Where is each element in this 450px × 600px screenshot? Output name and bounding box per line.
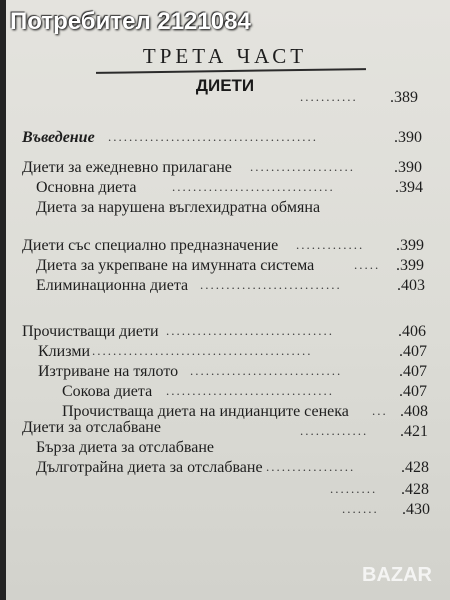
toc-entry: Прочистващи диети [22, 323, 159, 340]
toc-entry: Основна диета [36, 179, 137, 196]
toc-entry: Диета за укрепване на имунната система [36, 257, 315, 274]
toc-row [0, 276, 450, 296]
page-number: .407 [399, 363, 427, 380]
toc-row [0, 500, 450, 520]
toc-row [0, 362, 450, 382]
toc-entry: Диети за отслабване [22, 419, 161, 436]
toc-entry: Бърза диета за отслабване [36, 439, 215, 456]
bazar-logo: BAZAR [362, 564, 432, 586]
toc-row [0, 128, 450, 148]
toc-row [0, 256, 450, 276]
dot-leader: ............. [296, 237, 365, 252]
toc-entry: Клизми [38, 343, 90, 360]
dot-leader: ........................................ [108, 129, 318, 144]
toc-row [0, 88, 450, 108]
toc-row [0, 342, 450, 362]
toc-row [0, 322, 450, 342]
toc-entry: Диети със специално предназначение [22, 237, 279, 254]
toc-entry: Диети за ежедневно прилагане [22, 159, 232, 176]
dot-leader: ......... [330, 481, 378, 496]
dot-leader: ... [372, 403, 388, 418]
toc-entry: Диета за нарушена въглехидратна обмяна [36, 199, 321, 216]
page-number: .408 [400, 403, 428, 420]
toc-row [0, 418, 450, 438]
toc-row [0, 458, 450, 478]
toc-entry: Прочистваща диета на индианците сенека [62, 403, 349, 420]
dot-leader: ........................... [200, 277, 342, 292]
dot-leader: ........... [300, 89, 358, 104]
toc-row [0, 178, 450, 198]
page-number: .390 [394, 129, 422, 146]
toc-row [0, 480, 450, 500]
page-number: .389 [390, 89, 418, 106]
toc-row [0, 236, 450, 256]
dot-leader: ............................... [172, 179, 335, 194]
dot-leader: ................................ [166, 323, 334, 338]
toc-entry: Дълготрайна диета за отслабване [36, 459, 263, 476]
page-number: .406 [398, 323, 426, 340]
page-number: .421 [400, 423, 428, 440]
toc-row [0, 438, 450, 458]
page-number: .399 [396, 237, 424, 254]
toc-row [0, 158, 450, 178]
page-number: .407 [399, 383, 427, 400]
toc-row [0, 382, 450, 402]
page-number: .428 [401, 459, 429, 476]
dot-leader: ....... [342, 501, 379, 516]
part-title: ТРЕТА ЧАСТ [142, 44, 308, 68]
dot-leader: .................... [250, 159, 355, 174]
dot-leader: ................. [266, 459, 356, 474]
page-number: .394 [395, 179, 423, 196]
page-number: .390 [394, 159, 422, 176]
page-number: .407 [399, 343, 427, 360]
dot-leader: ................................ [166, 383, 334, 398]
dot-leader: ............................. [190, 363, 343, 378]
dot-leader: ..... [354, 257, 381, 272]
dot-leader: ............. [300, 423, 369, 438]
toc-row [0, 198, 450, 218]
page-number: .403 [397, 277, 425, 294]
toc-entry: Въведение [22, 129, 95, 146]
toc-entry: Елиминационна диета [36, 277, 189, 294]
toc-entry: Изтриване на тялото [38, 363, 179, 380]
page-number: .430 [402, 501, 430, 518]
page-number: .399 [396, 257, 424, 274]
dot-leader: .......................................... [92, 343, 313, 358]
section-title: ДИЕТИ [195, 76, 255, 95]
page-number: .428 [401, 481, 429, 498]
toc-entry: Сокова диета [62, 383, 153, 400]
user-watermark: Потребител 2121084 [10, 8, 251, 35]
